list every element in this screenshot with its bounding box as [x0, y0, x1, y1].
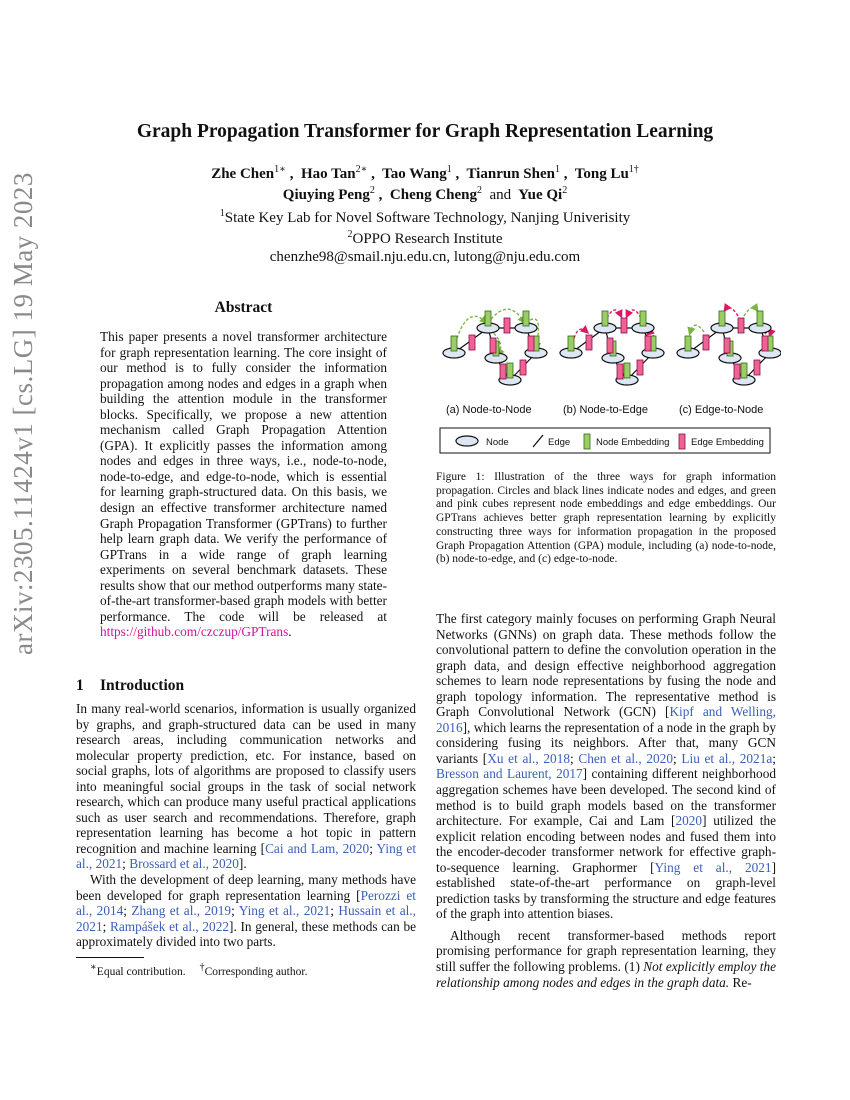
author: Qiuying Peng$^2$ — [282, 185, 375, 203]
citation[interactable]: Kipf and Welling, 2016 — [436, 704, 776, 735]
arxiv-side-label: arXiv:2305.11424v1 [cs.LG] 19 May 2023 — [8, 172, 38, 655]
author: Yue Qi$^2$ — [518, 185, 568, 203]
citation[interactable]: Cai and Lam, 2020 — [265, 840, 370, 856]
citation[interactable]: Liu et al., 2021a — [681, 750, 773, 766]
figure-1 — [436, 298, 781, 463]
intro-right-column — [436, 611, 776, 990]
citation[interactable]: Chen et al., 2020 — [578, 750, 673, 766]
citation[interactable]: Ying et al., 2021 — [238, 903, 331, 919]
panel-node-to-node — [443, 309, 547, 385]
intro-paragraph-2: With the development of deep learning, many methods have been developed for graph representation learning [Perozzi et al., 2014; Zhang et al., 2019; Ying et al., 2021; Hussain et al., 2021; Rampášek et al., 2022]. In general, these methods can be approximately divided into two parts. — [76, 872, 417, 950]
citation[interactable]: Rampášek et al., 2022 — [110, 918, 230, 934]
authors-line-2: Qiuying Peng$^2$ , Cheng Cheng$^2$ and Yue Qi$^2$ — [282, 185, 568, 203]
panel-edge-to-node — [677, 308, 781, 385]
legend-node-embedding-swatch — [584, 434, 590, 449]
citation[interactable]: Hussain et al., 2021 — [76, 903, 416, 934]
citation[interactable]: Ying et al., 2021 — [76, 840, 417, 872]
panel-node-to-edge — [560, 310, 664, 385]
citation[interactable]: Zhang et al., 2019 — [131, 903, 232, 919]
author: Tao Wang$^1$ — [382, 164, 452, 182]
legend-node-swatch — [456, 436, 478, 446]
panel-label-a: (a) Node-to-Node — [446, 404, 532, 416]
intro-paragraph-1: In many real-world scenarios, information is usually organized by graphs, and graph-structured data can be used in many research areas, including communication networks and molecular property prediction, etc. For instance, based on social graphs, lots of algorithms are proposed to classify users into meaningful social groups in the task of social network research, which can produce many useful practical applications such as user search and recommendations. Therefore, graph representation learning has become a hot topic in pattern recognition and machine learning [Cai and Lam, 2020; Ying et al., 2021; Brossard et al., 2020]. — [76, 701, 417, 872]
citation[interactable]: Ying et al., 2021 — [654, 859, 772, 875]
section-heading-introduction: 1 Introduction — [76, 677, 185, 694]
figure-caption: Figure 1: Illustration of the three ways for graph information propagation. Circles and black lines indicate nodes and edges, and green and pink cubes represent node embeddings and edge embeddings. Our GPTrans achieves better graph representation learning by explicitly constructing three ways for information propagation in the proposed Graph Propagation Attention (GPA) module, including (a) node-to-node, (b) node-to-edge, and (c) edge-to-node. — [436, 471, 776, 566]
abstract-text: This paper presents a novel transformer architecture for graph representation learning. The core insight of our method is to fully consider the information propagation among nodes and edges in a graph when building the attention module in the transformer blocks. Specifically, we propose a new attention mechanism called Graph Propagation Attention (GPA). It explicitly passes the information among nodes and edges in three ways, i.e., node-to-node, node-to-edge, and edge-to-node, which is essential for learning graph-structured data. On this basis, we design an effective transformer architecture named Graph Propagation Transformer (GPTrans) to further help learn graph data. We verify the performance of GPTrans in a wide range of graph learning experiments on several benchmark datasets. These results show that our method outperforms many state-of-the-art transformer-based graph models with better performance. The code will be released at https://github.com/czczup/GPTrans. — [100, 329, 387, 640]
paper-title: Graph Propagation Transformer for Graph Representation Learning — [136, 121, 714, 142]
author: Tong $Lu^{1\dagger}$ — [574, 164, 639, 182]
author: Tianrun Shen$^1$ — [466, 164, 560, 182]
authors-and: and — [489, 187, 512, 203]
footnote: ∗Equal contribution. †Corresponding author. — [90, 962, 308, 978]
legend-edge-embedding-swatch — [679, 434, 685, 449]
citation[interactable]: Brossard et al., 2020 — [129, 856, 239, 872]
panel-label-c: (c) Edge-to-Node — [679, 404, 764, 416]
emails: chenzhe98@smail.nju.edu.cn, lutong@nju.edu.com — [269, 249, 581, 265]
legend-edge-label: Edge — [548, 437, 571, 448]
legend-node-embedding-label: Node Embedding — [596, 437, 670, 448]
citation[interactable]: 2020 — [675, 813, 703, 829]
author: Hao Tan$^{2∗}$ — [300, 164, 368, 182]
affiliation-1: $^1$State Key Lab for Novel Software Technology, Nanjing Univerisity — [219, 208, 631, 226]
affiliation-2: $^2$OPPO Research Institute — [347, 229, 503, 247]
citation[interactable]: Bresson and Laurent, 2017 — [436, 766, 583, 782]
author: Zhe Chen$^{1∗}$ — [211, 164, 286, 182]
right-paragraph-2: Although recent transformer-based methods report promising performance for graph representation learning, they still suffer the following problems. (1) Not explicitly employ the relationship among nodes and edges in the graph data. Re- — [436, 927, 777, 990]
legend-node-label: Node — [486, 437, 509, 448]
footnote-rule — [76, 957, 144, 958]
code-link[interactable]: https://github.com/czczup/GPTrans — [100, 624, 289, 640]
right-paragraph-1: The first category mainly focuses on performing Graph Neural Networks (GNNs) on graph data. These methods follow the convolutional pattern to define the convolution operation in the graph data, and design effective neighborhood aggregation schemes to learn node representations by fusing the node and graph topology information. The representative method is Graph Convolutional Network (GCN) [Kipf and Welling, 2016], which learns the representation of a node in the graph by considering fusing its neighbors. After that, many GCN variants [Xu et al., 2018; Chen et al., 2020; Liu et al., 2021a; Bresson and Laurent, 2017] containing different neighborhood aggregation schemes have been developed. The second kind of method is to build graph models based on the transformer architecture. For example, Cai and Lam [2020] utilized the explicit relation encoding between nodes and fused them into the encoder-decoder transformer network for effective graph-to-sequence learning. Graphormer [Ying et al., 2021] established state-of-the-art performance on graph-level prediction tasks by transforming the structure and edge features of the graph into attention biases. — [436, 611, 776, 922]
citation[interactable]: Perozzi et al., 2014 — [76, 887, 417, 919]
authors-line-1: Zhe Chen$^{1∗}$ , Hao Tan$^{2∗}$ , Tao Wang$^1$ , Tianrun Shen$^1$ , Tong $Lu^{1\dagger}$ — [211, 164, 639, 182]
panel-label-b: (b) Node-to-Edge — [563, 404, 648, 416]
intro-left-column — [76, 701, 416, 950]
abstract-heading: Abstract — [214, 299, 273, 316]
citation[interactable]: Xu et al., 2018 — [487, 750, 570, 766]
legend-edge-embedding-label: Edge Embedding — [691, 437, 764, 448]
author: Cheng Cheng$^2$ — [389, 185, 483, 203]
